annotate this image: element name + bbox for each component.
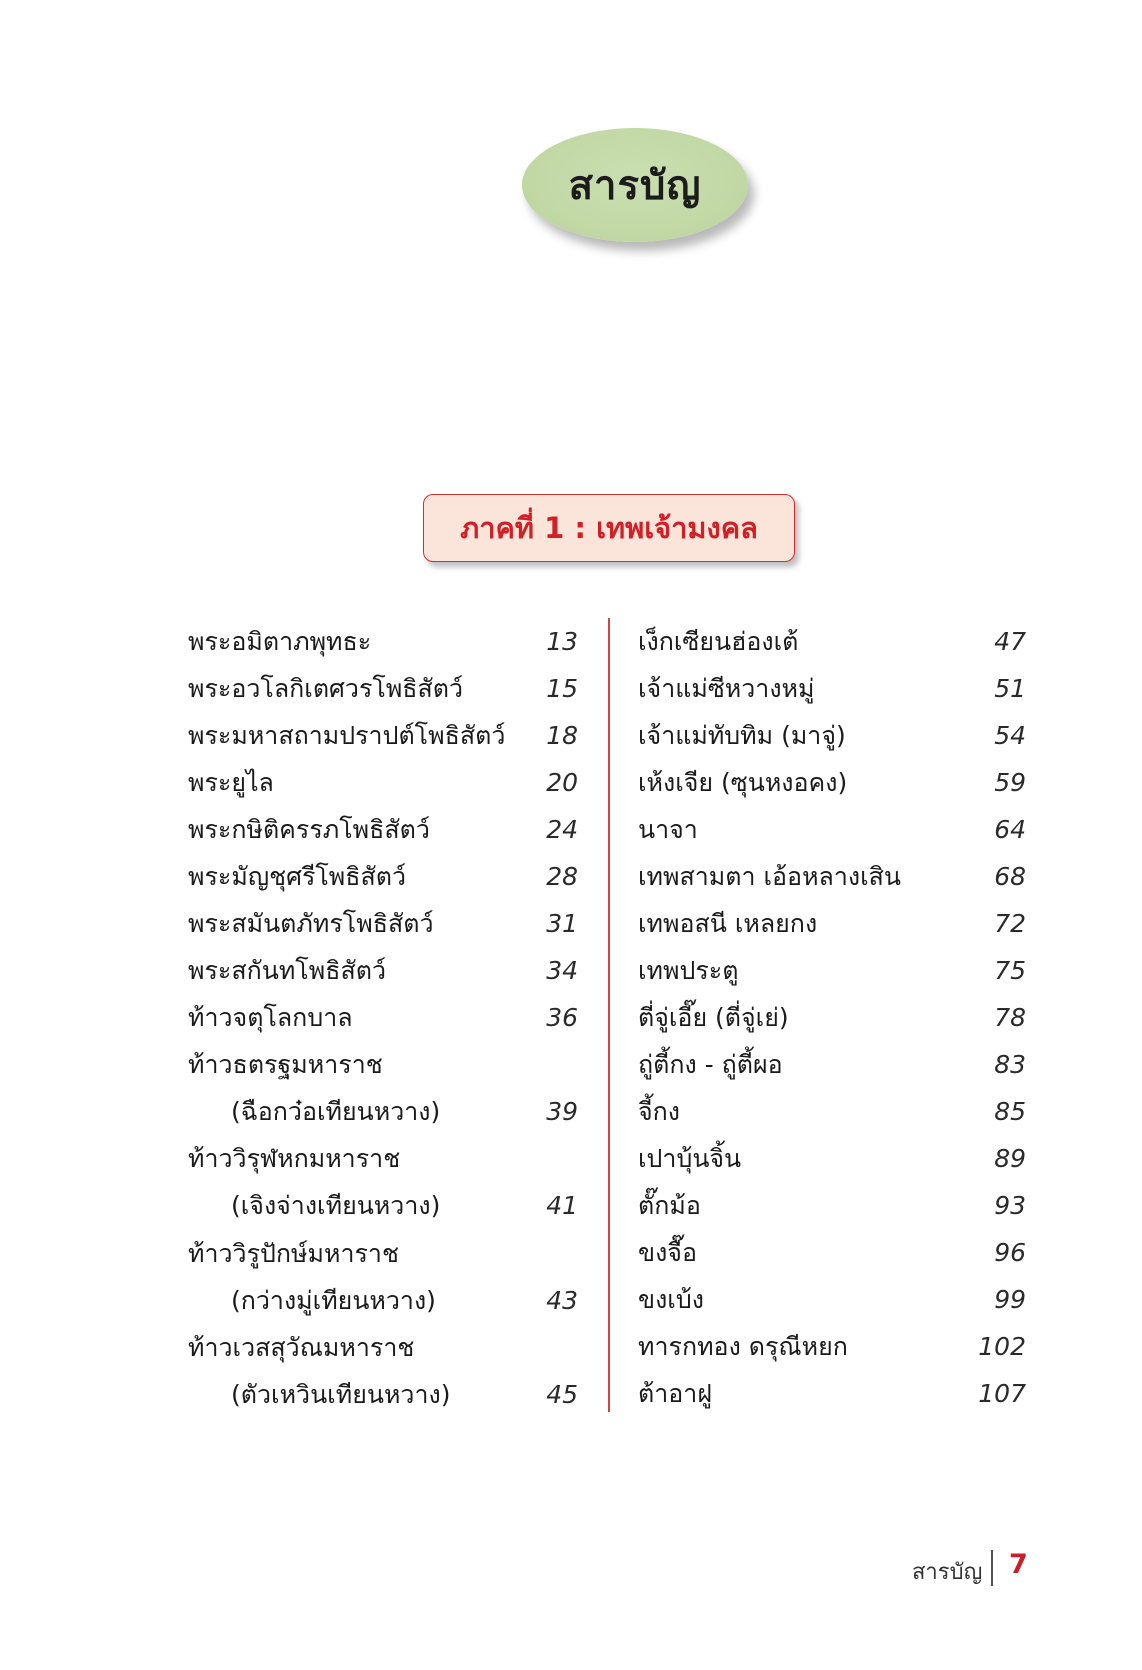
toc-entry[interactable] xyxy=(638,1229,1026,1276)
toc-entry-name: ทารกทอง ดรุณีหยก xyxy=(638,1332,848,1361)
toc-entry[interactable] xyxy=(638,665,1026,712)
toc-entry[interactable] xyxy=(188,1371,578,1418)
toc-entry-page: 54 xyxy=(994,721,1026,750)
section-heading-box xyxy=(423,494,795,562)
toc-entry-page: 68 xyxy=(994,862,1026,891)
toc-entry-page: 93 xyxy=(994,1191,1026,1220)
toc-entry-page: 18 xyxy=(546,721,578,750)
toc-entry-name: ท้าวเวสสุวัณมหาราช xyxy=(188,1332,415,1362)
toc-entry-name: (กว่างมู่เทียนหวาง) xyxy=(231,1285,436,1315)
toc-entry-name: ตั๊กม้อ xyxy=(638,1191,701,1220)
toc-entry[interactable] xyxy=(638,1182,1026,1229)
toc-entry-name: (เจิงจ่างเทียนหวาง) xyxy=(231,1191,441,1221)
toc-entry-name: ตี่จู่เอี๊ย (ตี่จู่เย่) xyxy=(638,1003,789,1032)
toc-entry-page: 45 xyxy=(546,1380,578,1410)
toc-entry-name: ขงเบ้ง xyxy=(638,1285,704,1314)
toc-entry[interactable] xyxy=(188,947,578,994)
toc-entry-name: เทพอสนี เหลยกง xyxy=(638,909,818,938)
toc-entry-name: เจ้าแม่ซีหวางหมู่ xyxy=(638,674,815,703)
toc-entry[interactable] xyxy=(638,1323,1026,1370)
toc-entry-name: พระกษิติครรภโพธิสัตว์ xyxy=(188,815,430,844)
toc-entry[interactable] xyxy=(188,1135,578,1182)
toc-entry-name: พระอมิตาภพุทธะ xyxy=(188,627,372,656)
toc-entry[interactable] xyxy=(638,1135,1026,1182)
toc-entry-name: ถู่ตี้กง - ถู่ตี้ผอ xyxy=(638,1050,783,1079)
toc-entry-name: เทพประตู xyxy=(638,956,739,985)
title-badge xyxy=(522,128,748,242)
toc-entry-page: 39 xyxy=(546,1097,578,1126)
toc-entry[interactable] xyxy=(188,1230,578,1277)
toc-entry-page: 75 xyxy=(994,956,1026,985)
toc-entry[interactable] xyxy=(188,1041,578,1088)
toc-entry-page: 24 xyxy=(546,815,578,844)
toc-entry[interactable] xyxy=(188,1182,578,1229)
toc-entry-page: 59 xyxy=(994,768,1026,797)
toc-entry-page: 13 xyxy=(546,627,578,656)
toc-entry[interactable] xyxy=(188,618,578,665)
toc-entry-page: 34 xyxy=(546,956,578,985)
toc-entry-name: นาจา xyxy=(638,815,698,844)
toc-entry-page: 51 xyxy=(994,674,1026,703)
toc-entry-page: 47 xyxy=(994,627,1026,656)
toc-entry[interactable] xyxy=(638,1041,1026,1088)
toc-entry[interactable] xyxy=(638,853,1026,900)
column-divider xyxy=(608,618,610,1412)
toc-entry-page: 31 xyxy=(546,909,578,938)
toc-entry-page: 102 xyxy=(978,1332,1026,1361)
toc-entry[interactable] xyxy=(188,900,578,947)
page-title: สารบัญ xyxy=(568,162,702,209)
toc-entry-name: ขงจื๊อ xyxy=(638,1238,697,1267)
toc-entry-page: 20 xyxy=(546,768,578,797)
toc-entry[interactable] xyxy=(188,665,578,712)
toc-entry-name: พระสกันทโพธิสัตว์ xyxy=(188,956,386,985)
toc-entry[interactable] xyxy=(638,994,1026,1041)
toc-entry[interactable] xyxy=(638,806,1026,853)
toc-entry-page: 83 xyxy=(994,1050,1026,1079)
toc-entry-name: เจ้าแม่ทับทิม (มาจู่) xyxy=(638,721,846,750)
toc-entry-name: จี้กง xyxy=(638,1097,680,1126)
toc-entry-name: ท้าวจตุโลกบาล xyxy=(188,1003,353,1032)
toc-entry[interactable] xyxy=(188,759,578,806)
toc-entry-name: ท้าวธตรฐมหาราช xyxy=(188,1050,383,1079)
toc-entry-name: เห้งเจีย (ซุนหงอคง) xyxy=(638,768,848,797)
toc-entry[interactable] xyxy=(188,994,578,1041)
toc-entry-page: 99 xyxy=(994,1285,1026,1314)
toc-entry[interactable] xyxy=(638,712,1026,759)
toc-entry[interactable] xyxy=(638,947,1026,994)
page-number: 7 xyxy=(1009,1549,1028,1580)
section-title: ภาคที่ 1 : เทพเจ้ามงคล xyxy=(460,511,758,545)
toc-entry-page: 78 xyxy=(994,1003,1026,1032)
toc-entry-page: 85 xyxy=(994,1097,1026,1126)
toc-entry-name: เทพสามตา เอ้อหลางเสิน xyxy=(638,862,902,891)
toc-entry[interactable] xyxy=(638,618,1026,665)
toc-entry-name: เปาบุ้นจิ้น xyxy=(638,1144,742,1173)
toc-entry-page: 36 xyxy=(546,1003,578,1032)
toc-entry[interactable] xyxy=(188,712,578,759)
toc-entry-name: พระอวโลกิเตศวรโพธิสัตว์ xyxy=(188,674,464,703)
footer-divider xyxy=(991,1550,993,1586)
toc-entry-page: 28 xyxy=(546,862,578,891)
toc-entry-name: พระยูไล xyxy=(188,768,274,797)
toc-entry-page: 43 xyxy=(546,1285,578,1315)
toc-entry-page: 64 xyxy=(994,815,1026,844)
toc-entry-page: 41 xyxy=(546,1191,578,1221)
footer-section-label: สารบัญ xyxy=(912,1560,983,1585)
toc-entry-name: (ฉือกว๋อเทียนหวาง) xyxy=(231,1097,441,1126)
toc-entry-page: 15 xyxy=(546,674,578,703)
toc-entry-page: 72 xyxy=(994,909,1026,938)
toc-entry-name: พระมัญชุศรีโพธิสัตว์ xyxy=(188,862,407,891)
toc-entry[interactable] xyxy=(638,900,1026,947)
toc-entry[interactable] xyxy=(638,1088,1026,1135)
toc-entry-page: 107 xyxy=(978,1379,1026,1408)
toc-entry[interactable] xyxy=(188,1277,578,1324)
toc-entry-page: 89 xyxy=(994,1144,1026,1173)
toc-entry-name: พระมหาสถามปราปต์โพธิสัตว์ xyxy=(188,721,506,750)
toc-entry[interactable] xyxy=(638,759,1026,806)
toc-right-column xyxy=(638,618,1026,1417)
toc-left-column xyxy=(188,618,578,1418)
toc-entry-name: พระสมันตภัทรโพธิสัตว์ xyxy=(188,909,434,938)
toc-entry[interactable] xyxy=(638,1370,1026,1417)
toc-entry-name: เง็กเซียนฮ่องเต้ xyxy=(638,627,799,656)
toc-entry-name: ท้าววิรุฬหกมหาราช xyxy=(188,1144,401,1174)
toc-entry-name: ต้าอาฝู xyxy=(638,1379,712,1408)
toc-entry[interactable] xyxy=(188,853,578,900)
toc-entry[interactable] xyxy=(638,1276,1026,1323)
toc-entry[interactable] xyxy=(188,1088,578,1135)
toc-entry-name: ท้าววิรูปักษ์มหาราช xyxy=(188,1238,399,1268)
toc-entry[interactable] xyxy=(188,1324,578,1371)
toc-entry-name: (ตัวเหวินเทียนหวาง) xyxy=(231,1380,451,1410)
toc-entry-page: 96 xyxy=(994,1238,1026,1267)
toc-entry[interactable] xyxy=(188,806,578,853)
